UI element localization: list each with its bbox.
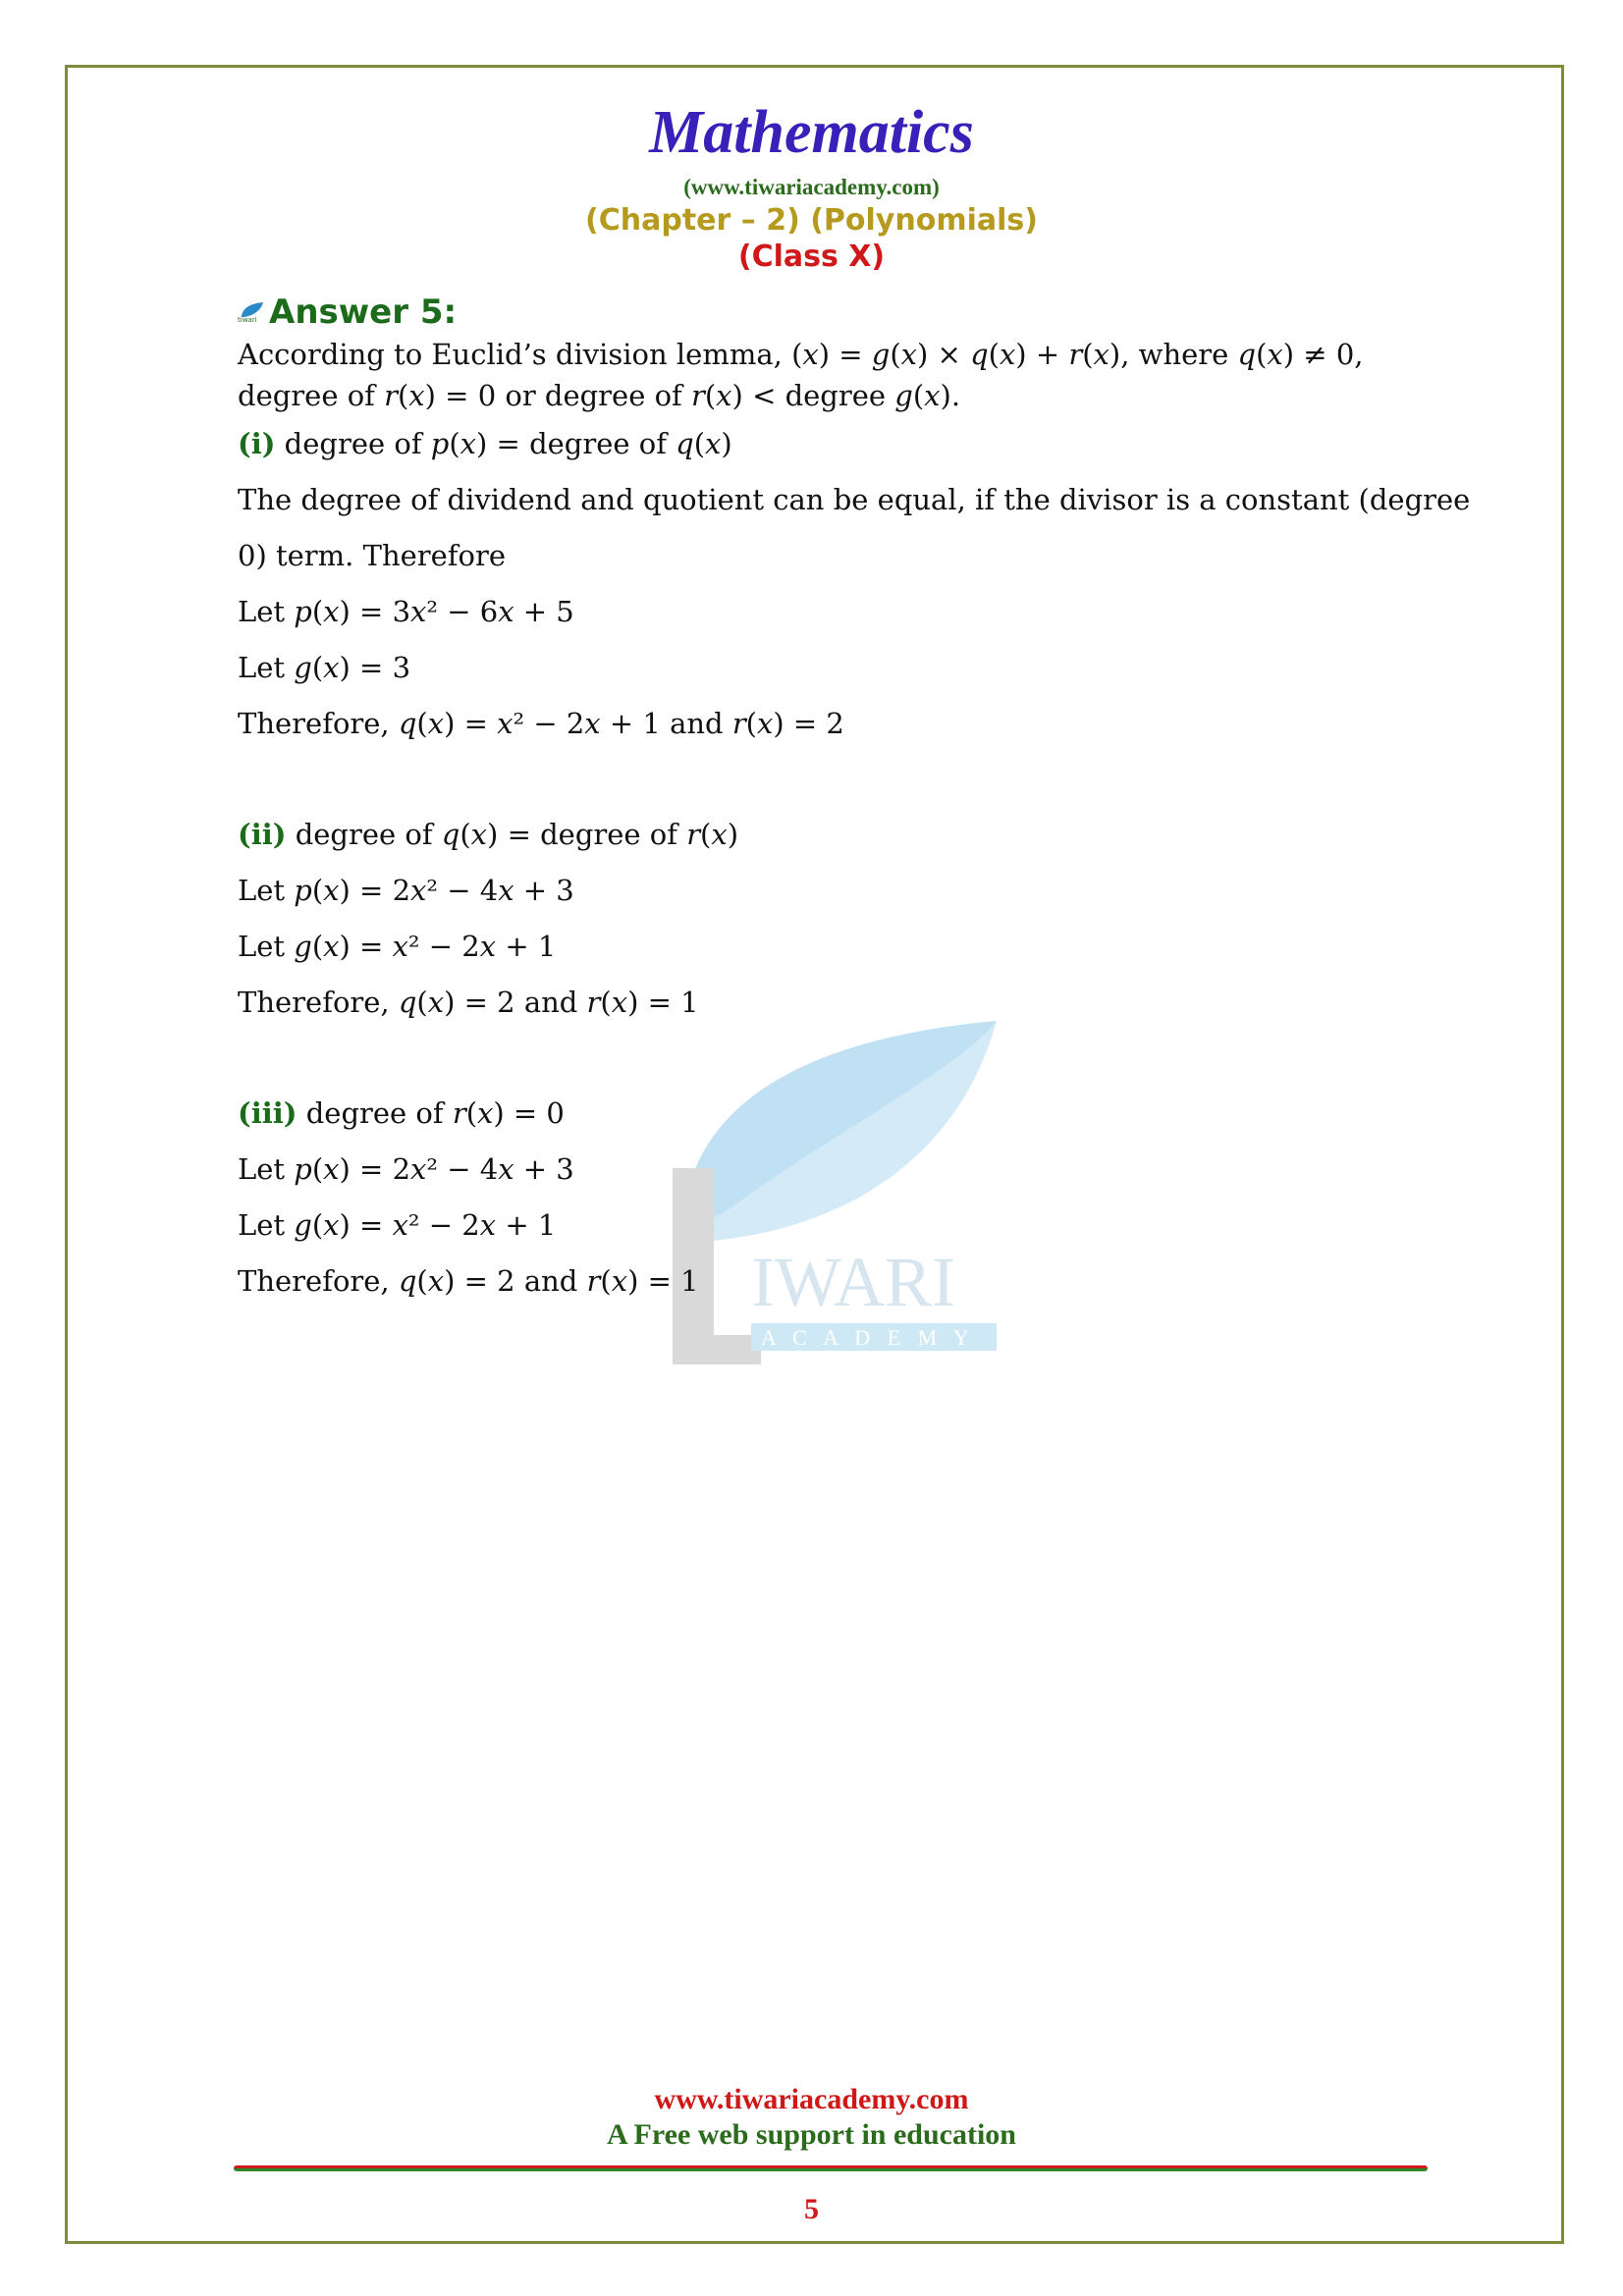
header-website: (www.tiwariacademy.com) bbox=[683, 175, 940, 199]
part-1-text-1: The degree of dividend and quotient can be equal, if the divisor is a constant (degree bbox=[238, 483, 1471, 516]
part-1-let-g: Let 𝑔(𝑥) = 3 bbox=[238, 651, 411, 684]
footer-divider bbox=[234, 2165, 1428, 2171]
part-3-heading bbox=[238, 1086, 1396, 1142]
watermark-sub: A C A D E M Y bbox=[761, 1325, 975, 1350]
answer-heading-row bbox=[238, 291, 1396, 334]
part-1-text-2: 0) term. Therefore bbox=[238, 539, 507, 572]
part-3-heading-text: degree of 𝑟(𝑥) = 0 bbox=[297, 1096, 565, 1130]
part-1-let-p: Let 𝑝(𝑥) = 3𝑥² − 6𝑥 + 5 bbox=[238, 595, 574, 628]
part-2-heading bbox=[238, 807, 1396, 863]
part-3-let-p: Let 𝑝(𝑥) = 2𝑥² − 4𝑥 + 3 bbox=[238, 1152, 574, 1186]
part-3-let-g: Let 𝑔(𝑥) = 𝑥² − 2𝑥 + 1 bbox=[238, 1208, 557, 1242]
part-1-label: (i) bbox=[238, 427, 276, 460]
footer-website-link[interactable]: www.tiwariacademy.com bbox=[654, 2083, 969, 2115]
part-1-therefore: Therefore, 𝑞(𝑥) = 𝑥² − 2𝑥 + 1 and 𝑟(𝑥) = 2 bbox=[238, 707, 844, 740]
part-2-let-g: Let 𝑔(𝑥) = 𝑥² − 2𝑥 + 1 bbox=[238, 930, 557, 963]
watermark-word: IWARI bbox=[751, 1243, 955, 1321]
part-3-therefore: Therefore, 𝑞(𝑥) = 2 and 𝑟(𝑥) = 1 bbox=[238, 1264, 699, 1298]
footer-tagline: A Free web support in education bbox=[607, 2118, 1016, 2151]
part-2-heading-text: degree of 𝑞(𝑥) = degree of 𝑟(𝑥) bbox=[286, 818, 739, 851]
part-2-let-p: Let 𝑝(𝑥) = 2𝑥² − 4𝑥 + 3 bbox=[238, 874, 574, 907]
answer-heading: Answer 5: bbox=[269, 293, 458, 332]
intro-line-2: degree of 𝑟(𝑥) = 0 or degree of 𝑟(𝑥) < degree 𝑔(𝑥). bbox=[238, 379, 961, 412]
part-3-label: (iii) bbox=[238, 1096, 298, 1130]
part-1-heading bbox=[238, 416, 1396, 472]
page-title: Mathematics bbox=[649, 99, 974, 166]
chapter-label: (Chapter – 2) (Polynomials) bbox=[585, 203, 1038, 238]
page-number: 5 bbox=[804, 2193, 819, 2225]
part-2-therefore: Therefore, 𝑞(𝑥) = 2 and 𝑟(𝑥) = 1 bbox=[238, 986, 699, 1019]
part-2-label: (ii) bbox=[238, 818, 287, 851]
class-label: (Class X) bbox=[737, 240, 886, 274]
answer-content bbox=[238, 291, 1471, 1309]
tiwari-leaf-icon bbox=[238, 301, 265, 323]
part-1-heading-text: degree of 𝑝(𝑥) = degree of 𝑞(𝑥) bbox=[275, 427, 732, 460]
intro-line-1: According to Euclid’s division lemma, (𝑥) = 𝑔(𝑥) × 𝑞(𝑥) + 𝑟(𝑥), where 𝑞(𝑥) ≠ 0, bbox=[238, 338, 1364, 371]
svg-text:tiwari: tiwari bbox=[238, 316, 257, 323]
